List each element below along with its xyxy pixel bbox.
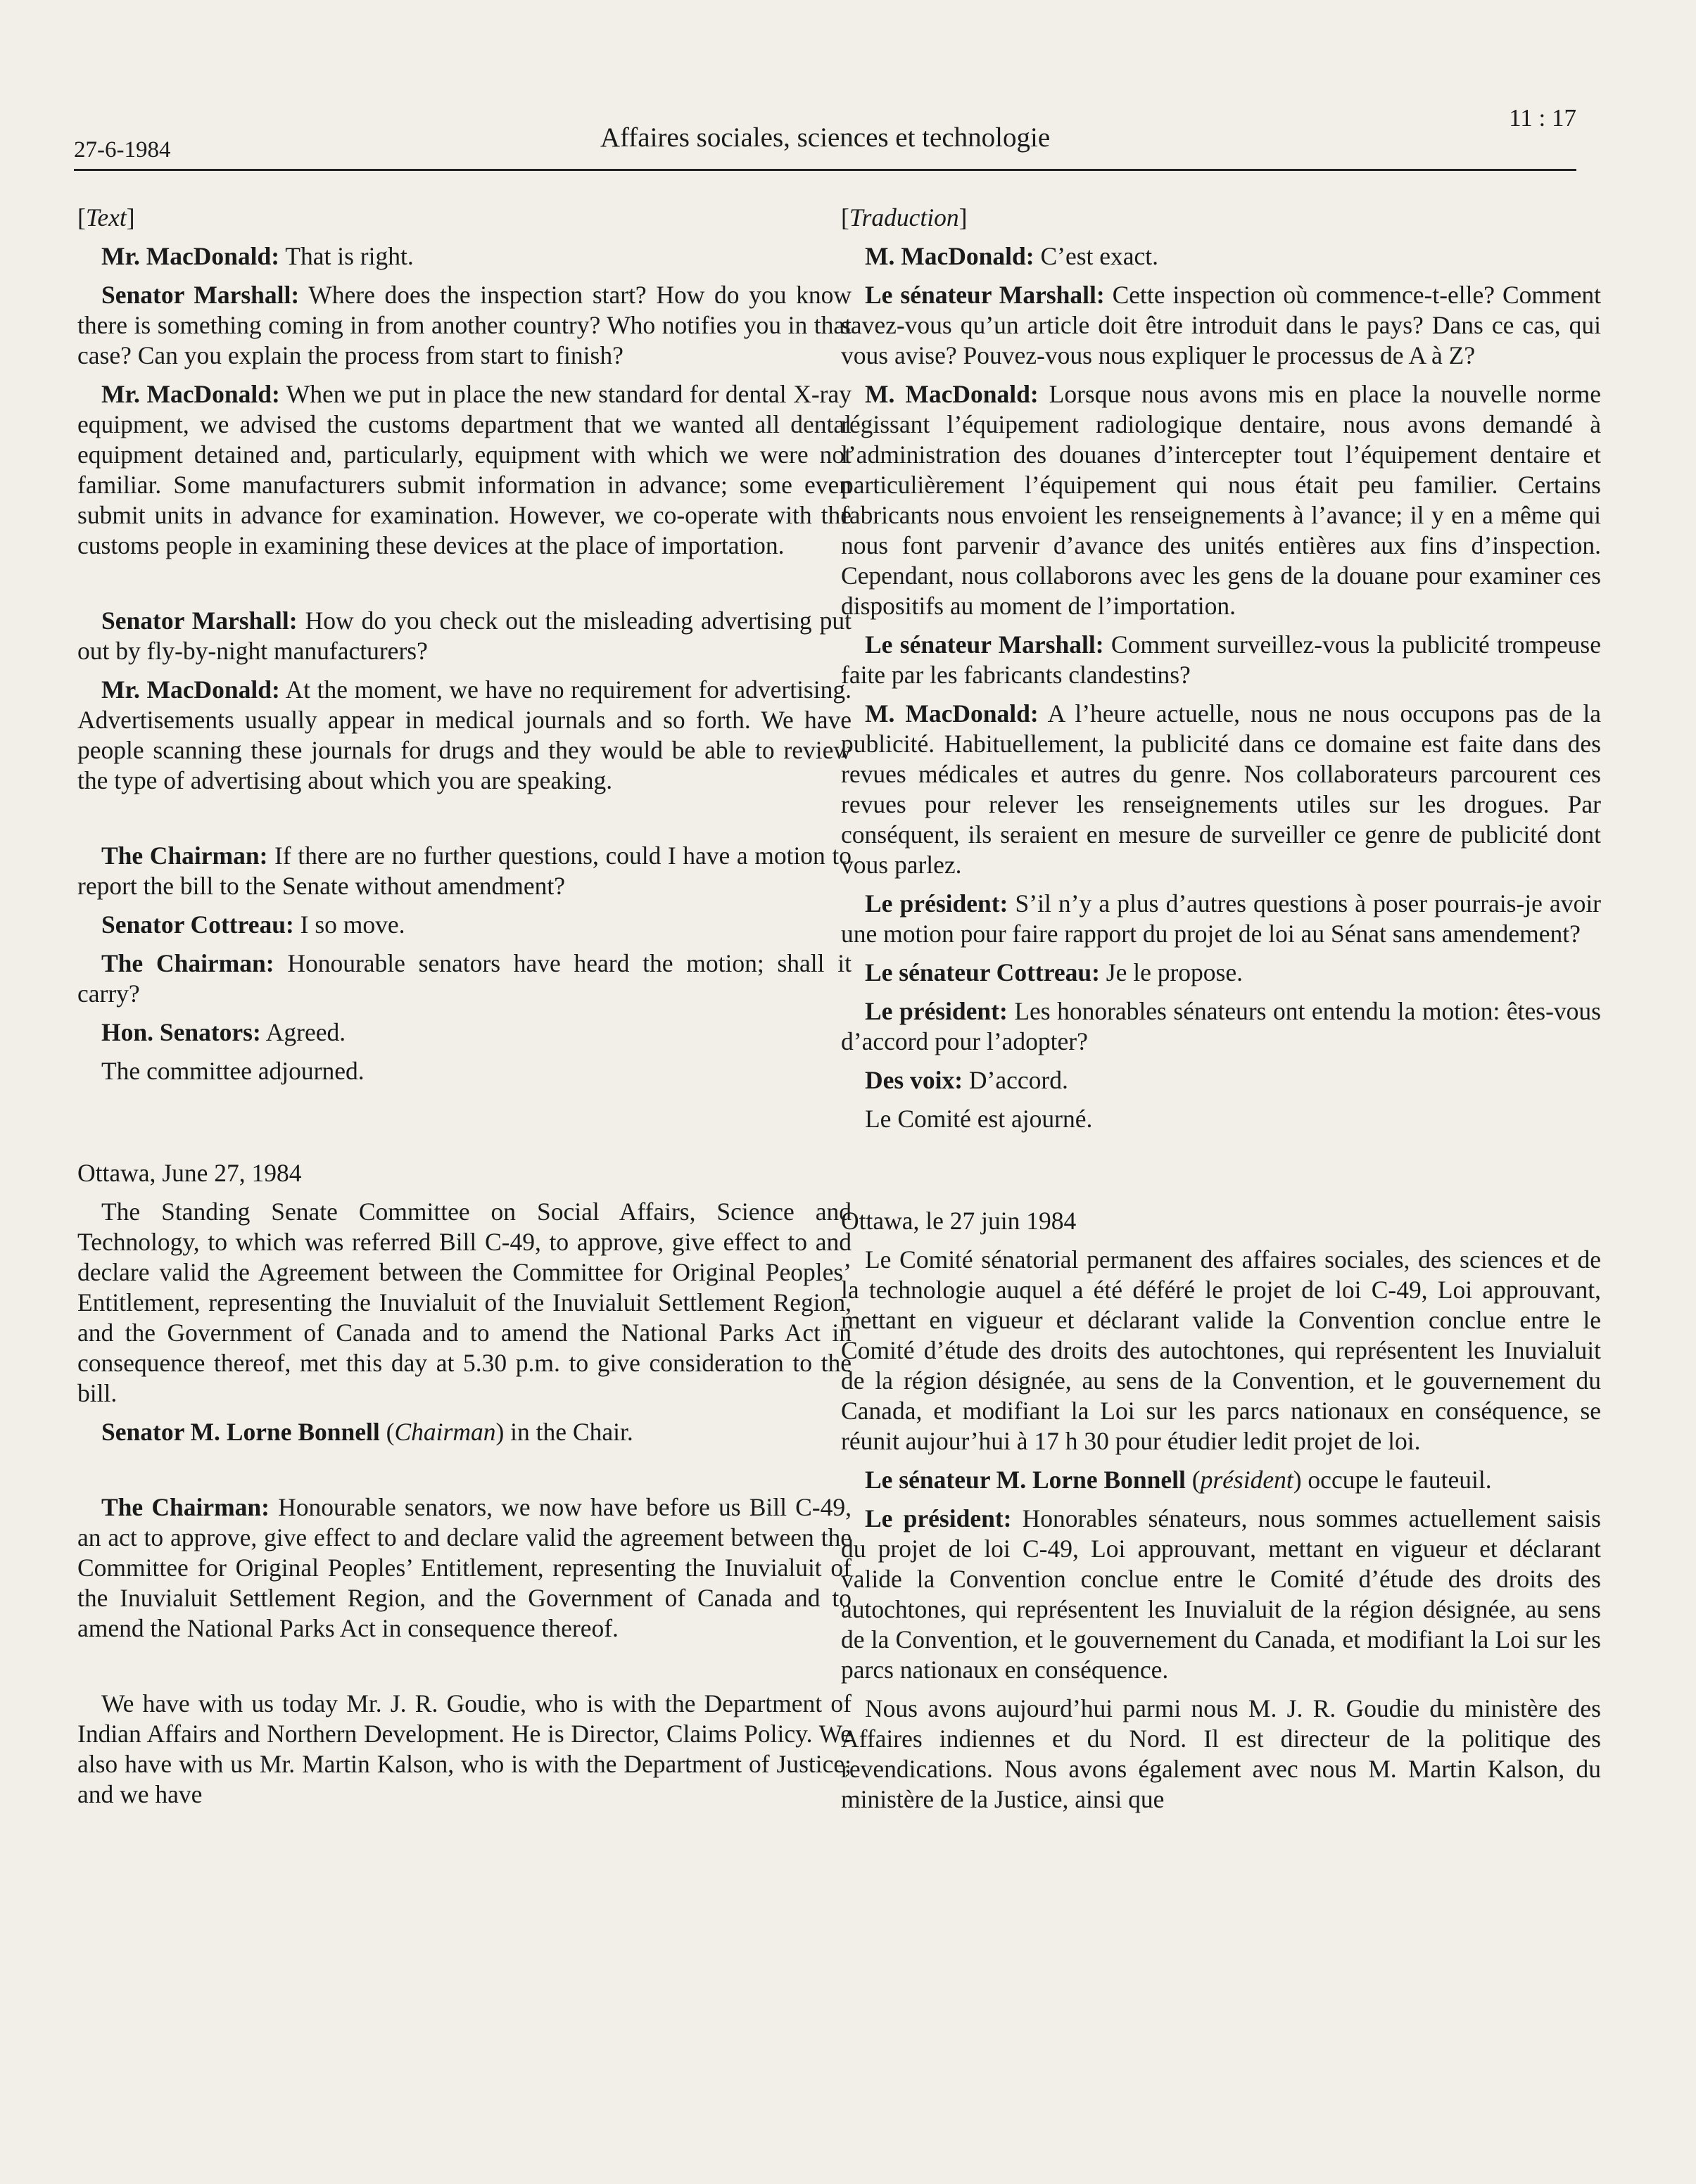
transcript-paragraph: The Chairman: If there are no further questions, could I have a motion to report the bill to the Senate without amendment? bbox=[77, 842, 852, 900]
speaker-label: The Chairman: bbox=[101, 842, 268, 870]
speaker-label: Des voix: bbox=[865, 1066, 963, 1094]
speaker-label: M. MacDonald: bbox=[865, 242, 1034, 270]
chair-line: Le sénateur M. Lorne Bonnell (président) occupe le fauteuil. bbox=[865, 1466, 1492, 1494]
dateline: Ottawa, le 27 juin 1984 bbox=[841, 1207, 1077, 1235]
transcript-paragraph: Le président: Honorables sénateurs, nous sommes actuellement saisis du projet de loi C-49, Loi approuvant, mettant en vigueur et déclarant valide la Convention conclue entre le Comité d’étude des droits des autochtones, qui représentent les Inuvialuit de la région désignée, au sens de la Convention, et le gouvernement du Canada, et modifiant la Loi sur les parcs nationaux en conséquence. bbox=[841, 1504, 1601, 1684]
text-marker: [Traduction] bbox=[841, 203, 968, 231]
speaker-label: The Chairman: bbox=[101, 1493, 270, 1521]
transcript-paragraph: Senator Marshall: Where does the inspection start? How do you know there is something coming in from another country? Who notifies you in that case? Can you explain the process from start to finish? bbox=[77, 281, 852, 369]
speaker-label: Hon. Senators: bbox=[101, 1018, 261, 1046]
speaker-label: M. MacDonald: bbox=[865, 699, 1039, 728]
speaker-label: Le sénateur Marshall: bbox=[865, 630, 1104, 659]
transcript-paragraph: Le président: S’il n’y a plus d’autres questions à poser pourrais-je avoir une motion pour faire rapport du projet de loi au Sénat sans amendement? bbox=[841, 889, 1601, 948]
page-header bbox=[74, 99, 1576, 171]
speaker-label: Mr. MacDonald: bbox=[101, 242, 280, 270]
speaker-label: Le sénateur Marshall: bbox=[865, 281, 1105, 309]
speaker-label: M. MacDonald: bbox=[865, 380, 1039, 408]
speaker-label: Senator Cottreau: bbox=[101, 910, 294, 939]
header-date: 27-6-1984 bbox=[74, 137, 171, 163]
speaker-label: The Chairman: bbox=[101, 949, 274, 977]
speaker-label: Senator Marshall: bbox=[101, 281, 300, 309]
transcript-paragraph: Mr. MacDonald: When we put in place the new standard for dental X-ray equipment, we advised the customs department that we wanted all dental equipment detained and, particularly, equipment with which we were not familiar. Some manufacturers submit information in advance; some even submit units in advance for examination. However, we co-operate with the customs people in examining these devices at the place of importation. bbox=[77, 380, 852, 559]
transcript-paragraph: Senator Cottreau: I so move. bbox=[101, 910, 405, 939]
transcript-paragraph: Mr. MacDonald: At the moment, we have no requirement for advertising. Advertisements usually appear in medical journals and so forth. We have people scanning these journals for drugs and they would be able to review the type of advertising about which you are speaking. bbox=[77, 675, 852, 794]
transcript-paragraph: Senator Marshall: How do you check out the misleading advertising put out by fly-by-night manufacturers? bbox=[77, 607, 852, 665]
transcript-paragraph: Le sénateur Marshall: Comment surveillez-vous la publicité trompeuse faite par les fabricants clandestins? bbox=[841, 630, 1601, 689]
transcript-paragraph: Nous avons aujourd’hui parmi nous M. J. R. Goudie du ministère des Affaires indiennes et du Nord. Il est directeur de la politique des revendications. Nous avons également avec nous M. Martin Kalson, du ministère de la Justice, ainsi que bbox=[841, 1694, 1601, 1813]
transcript-paragraph: Hon. Senators: Agreed. bbox=[101, 1018, 346, 1046]
transcript-paragraph: M. MacDonald: A l’heure actuelle, nous ne nous occupons pas de la publicité. Habituellement, la publicité dans ce domaine est faite dans des revues médicales et autres du genre. Nos collaborateurs parcourent ces revues pour relever les renseignements utiles sur les drogues. Par conséquent, ils seraient en mesure de surveiller ce genre de publicité dont vous parlez. bbox=[841, 699, 1601, 879]
transcript-paragraph: M. MacDonald: C’est exact. bbox=[865, 242, 1159, 270]
transcript-paragraph: Des voix: D’accord. bbox=[865, 1066, 1068, 1094]
french-column bbox=[841, 203, 1601, 1823]
transcript-paragraph: Le sénateur Cottreau: Je le propose. bbox=[865, 958, 1243, 986]
transcript-paragraph: Mr. MacDonald: That is right. bbox=[101, 242, 414, 270]
speaker-label: Le président: bbox=[865, 889, 1008, 918]
text-marker: [Text] bbox=[77, 203, 135, 231]
minutes-paragraph: Le Comité sénatorial permanent des affaires sociales, des sciences et de la technologie auquel a été déféré le projet de loi C-49, Loi approuvant, mettant en vigueur et déclarant valide la Convention conclue entre le Comité d’étude des droits des autochtones, qui représentent les Inuvialuit de la région désignée, au sens de la Convention, et le gouvernement du Canada, et modifiant la Loi sur les parcs nationaux en conséquence, se réunit aujour’hui à 17 h 30 pour étudier ledit projet de loi. bbox=[841, 1245, 1601, 1455]
speaker-label: Le sénateur Cottreau: bbox=[865, 958, 1100, 986]
transcript-paragraph: Le président: Les honorables sénateurs ont entendu la motion: êtes-vous d’accord pour l’adopter? bbox=[841, 997, 1601, 1055]
transcript-paragraph: M. MacDonald: Lorsque nous avons mis en place la nouvelle norme régissant l’équipement radiologique dentaire, nous avons demandé à l’administration des douanes d’intercepter tout l’équipement dentaire et particulièrement l’équipement qui nous était peu familier. Certains fabricants nous envoient les renseignements à l’avance; il y en a même qui nous font parvenir d’avance des unités entières aux fins d’inspection. Cependant, nous collaborons avec les gens de la douane pour examiner ces dispositifs au moment de l’importation. bbox=[841, 380, 1601, 620]
transcript-paragraph: The Chairman: Honourable senators have heard the motion; shall it carry? bbox=[77, 949, 852, 1008]
transcript-paragraph: The Chairman: Honourable senators, we now have before us Bill C-49, an act to approve, give effect to and declare valid the agreement between the Committee for Original Peoples’ Entitlement, representing the Inuvialuit of the Inuvialuit Settlement Region, and the Government of Canada and to amend the National Parks Act in consequence thereof. bbox=[77, 1493, 852, 1642]
speaker-label: Mr. MacDonald: bbox=[101, 675, 280, 704]
speaker-label: Le président: bbox=[865, 1504, 1012, 1532]
minutes-paragraph: The Standing Senate Committee on Social Affairs, Science and Technology, to which was referred Bill C-49, to approve, give effect to and declare valid the Agreement between the Committee for Original Peoples’ Entitlement, representing the Inuvialuit of the Inuvialuit Settlement Region, and the Government of Canada and to amend the National Parks Act in consequence thereof, met this day at 5.30 p.m. to give consideration to the bill. bbox=[77, 1198, 852, 1407]
header-title: Affaires sociales, sciences et technologie bbox=[600, 122, 1051, 153]
adjourned-line: The committee adjourned. bbox=[101, 1057, 365, 1085]
chair-line: Senator M. Lorne Bonnell (Chairman) in the Chair. bbox=[101, 1418, 633, 1446]
speaker-label: Mr. MacDonald: bbox=[101, 380, 280, 408]
speaker-label: Le président: bbox=[865, 997, 1008, 1025]
transcript-paragraph: We have with us today Mr. J. R. Goudie, who is with the Department of Indian Affairs and Northern Development. He is Director, Claims Policy. We also have with us Mr. Martin Kalson, who is with the Department of Justice; and we have bbox=[77, 1689, 852, 1808]
header-page-number: 11 : 17 bbox=[1509, 104, 1576, 132]
english-column bbox=[77, 203, 852, 1818]
adjourned-line: Le Comité est ajourné. bbox=[865, 1105, 1093, 1133]
speaker-label: Senator Marshall: bbox=[101, 607, 298, 635]
transcript-paragraph: Le sénateur Marshall: Cette inspection où commence-t-elle? Comment savez-vous qu’un article doit être introduit dans le pays? Dans ce cas, qui vous avise? Pouvez-vous nous expliquer le processus de A à Z? bbox=[841, 281, 1601, 369]
dateline: Ottawa, June 27, 1984 bbox=[77, 1159, 302, 1187]
